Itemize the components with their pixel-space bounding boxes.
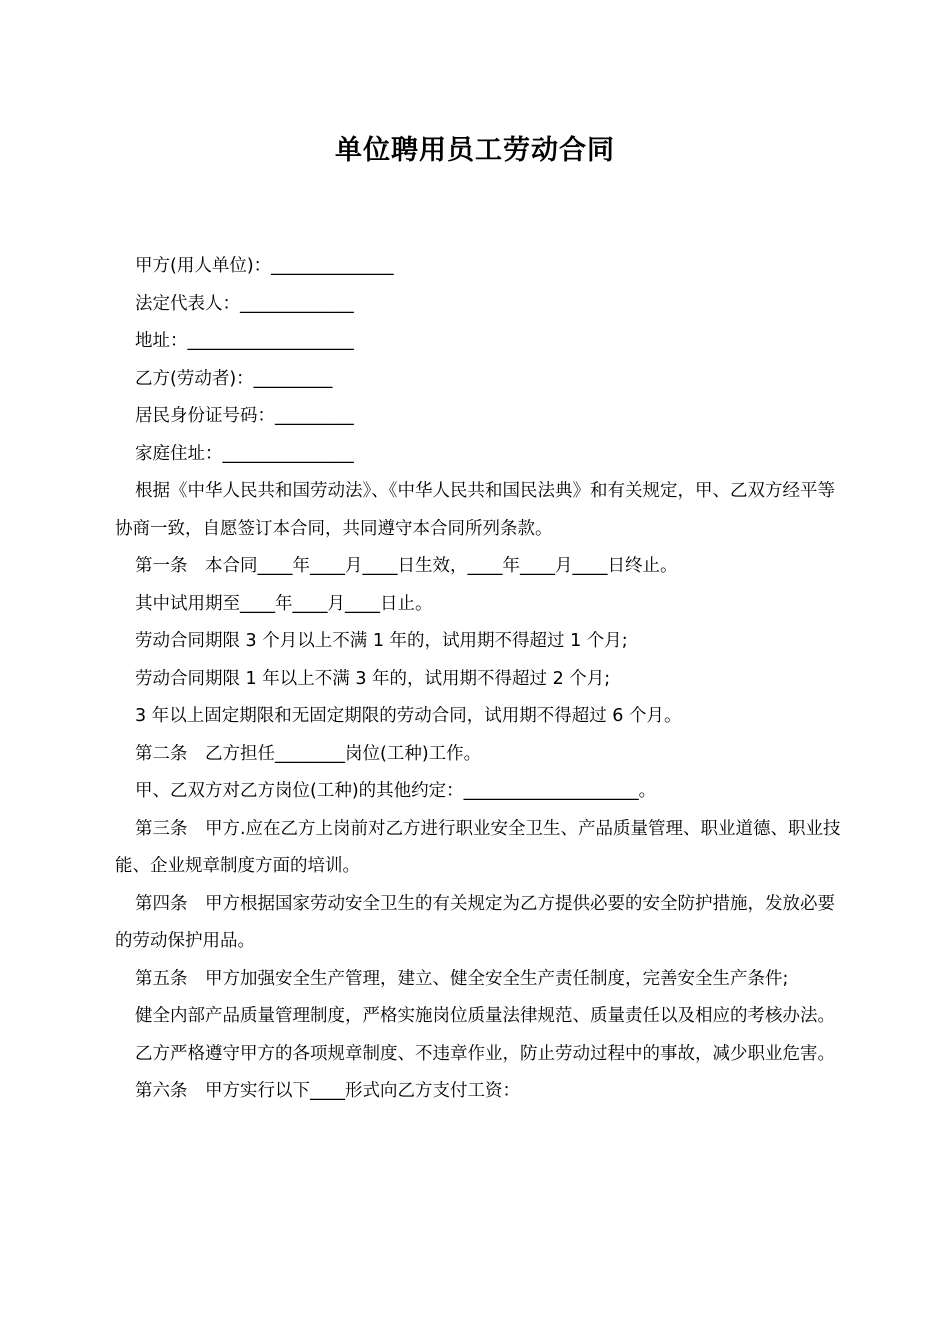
document-body (115, 248, 845, 1111)
probation-rule-3: 3 年以上固定期限和无固定期限的劳动合同，试用期不得超过 6 个月。 (135, 706, 682, 726)
article-3-paragraph: 第三条 甲方.应在乙方上岗前对乙方进行职业安全卫生、产品质量管理、职业道德、职业技能、企业规章制度方面的培训。 (115, 818, 841, 876)
quality-management-paragraph: 健全内部产品质量管理制度，严格实施岗位质量法律规范、质量责任以及相应的考核办法。 (135, 1006, 835, 1026)
id-number-line: 居民身份证号码：_________ (135, 406, 354, 426)
article-6-paragraph: 第六条 甲方实行以下____形式向乙方支付工资： (135, 1081, 520, 1101)
party-a-line: 甲方(用人单位)：______________ (135, 256, 394, 276)
other-agreements-line: 甲、乙双方对乙方岗位(工种)的其他约定：____________________。 (135, 781, 657, 801)
address-line: 地址：___________________ (135, 331, 354, 351)
home-address-line: 家庭住址：_______________ (135, 443, 354, 464)
party-b-line: 乙方(劳动者)：_________ (135, 368, 333, 389)
probation-rule-2: 劳动合同期限 1 年以上不满 3 年的，试用期不得超过 2 个月; (135, 668, 611, 689)
legal-representative-line: 法定代表人：_____________ (135, 293, 354, 314)
preamble-paragraph: 根据《中华人民共和国劳动法》、《中华人民共和国民法典》和有关规定，甲、乙双方经平等协商一致，自愿签订本合同，共同遵守本合同所列条款。 (115, 481, 835, 539)
party-b-obligation-paragraph: 乙方严格遵守甲方的各项规章制度、不违章作业，防止劳动过程中的事故，减少职业危害。 (135, 1043, 835, 1064)
probation-rule-1: 劳动合同期限 3 个月以上不满 1 年的，试用期不得超过 1 个月; (135, 631, 628, 651)
article-1-paragraph: 第一条 本合同____年____月____日生效，____年____月____日终止。 (135, 556, 678, 576)
document-title: 单位聘用员工劳动合同 (335, 135, 615, 166)
article-4-paragraph: 第四条 甲方根据国家劳动安全卫生的有关规定为乙方提供必要的安全防护措施，发放必要的劳动保护用品。 (115, 893, 835, 951)
article-2-paragraph: 第二条 乙方担任________岗位(工种)工作。 (135, 743, 482, 764)
article-5-paragraph: 第五条 甲方加强安全生产管理，建立、健全安全生产责任制度，完善安全生产条件; (135, 968, 789, 989)
probation-period-line: 其中试用期至____年____月____日止。 (135, 593, 433, 614)
